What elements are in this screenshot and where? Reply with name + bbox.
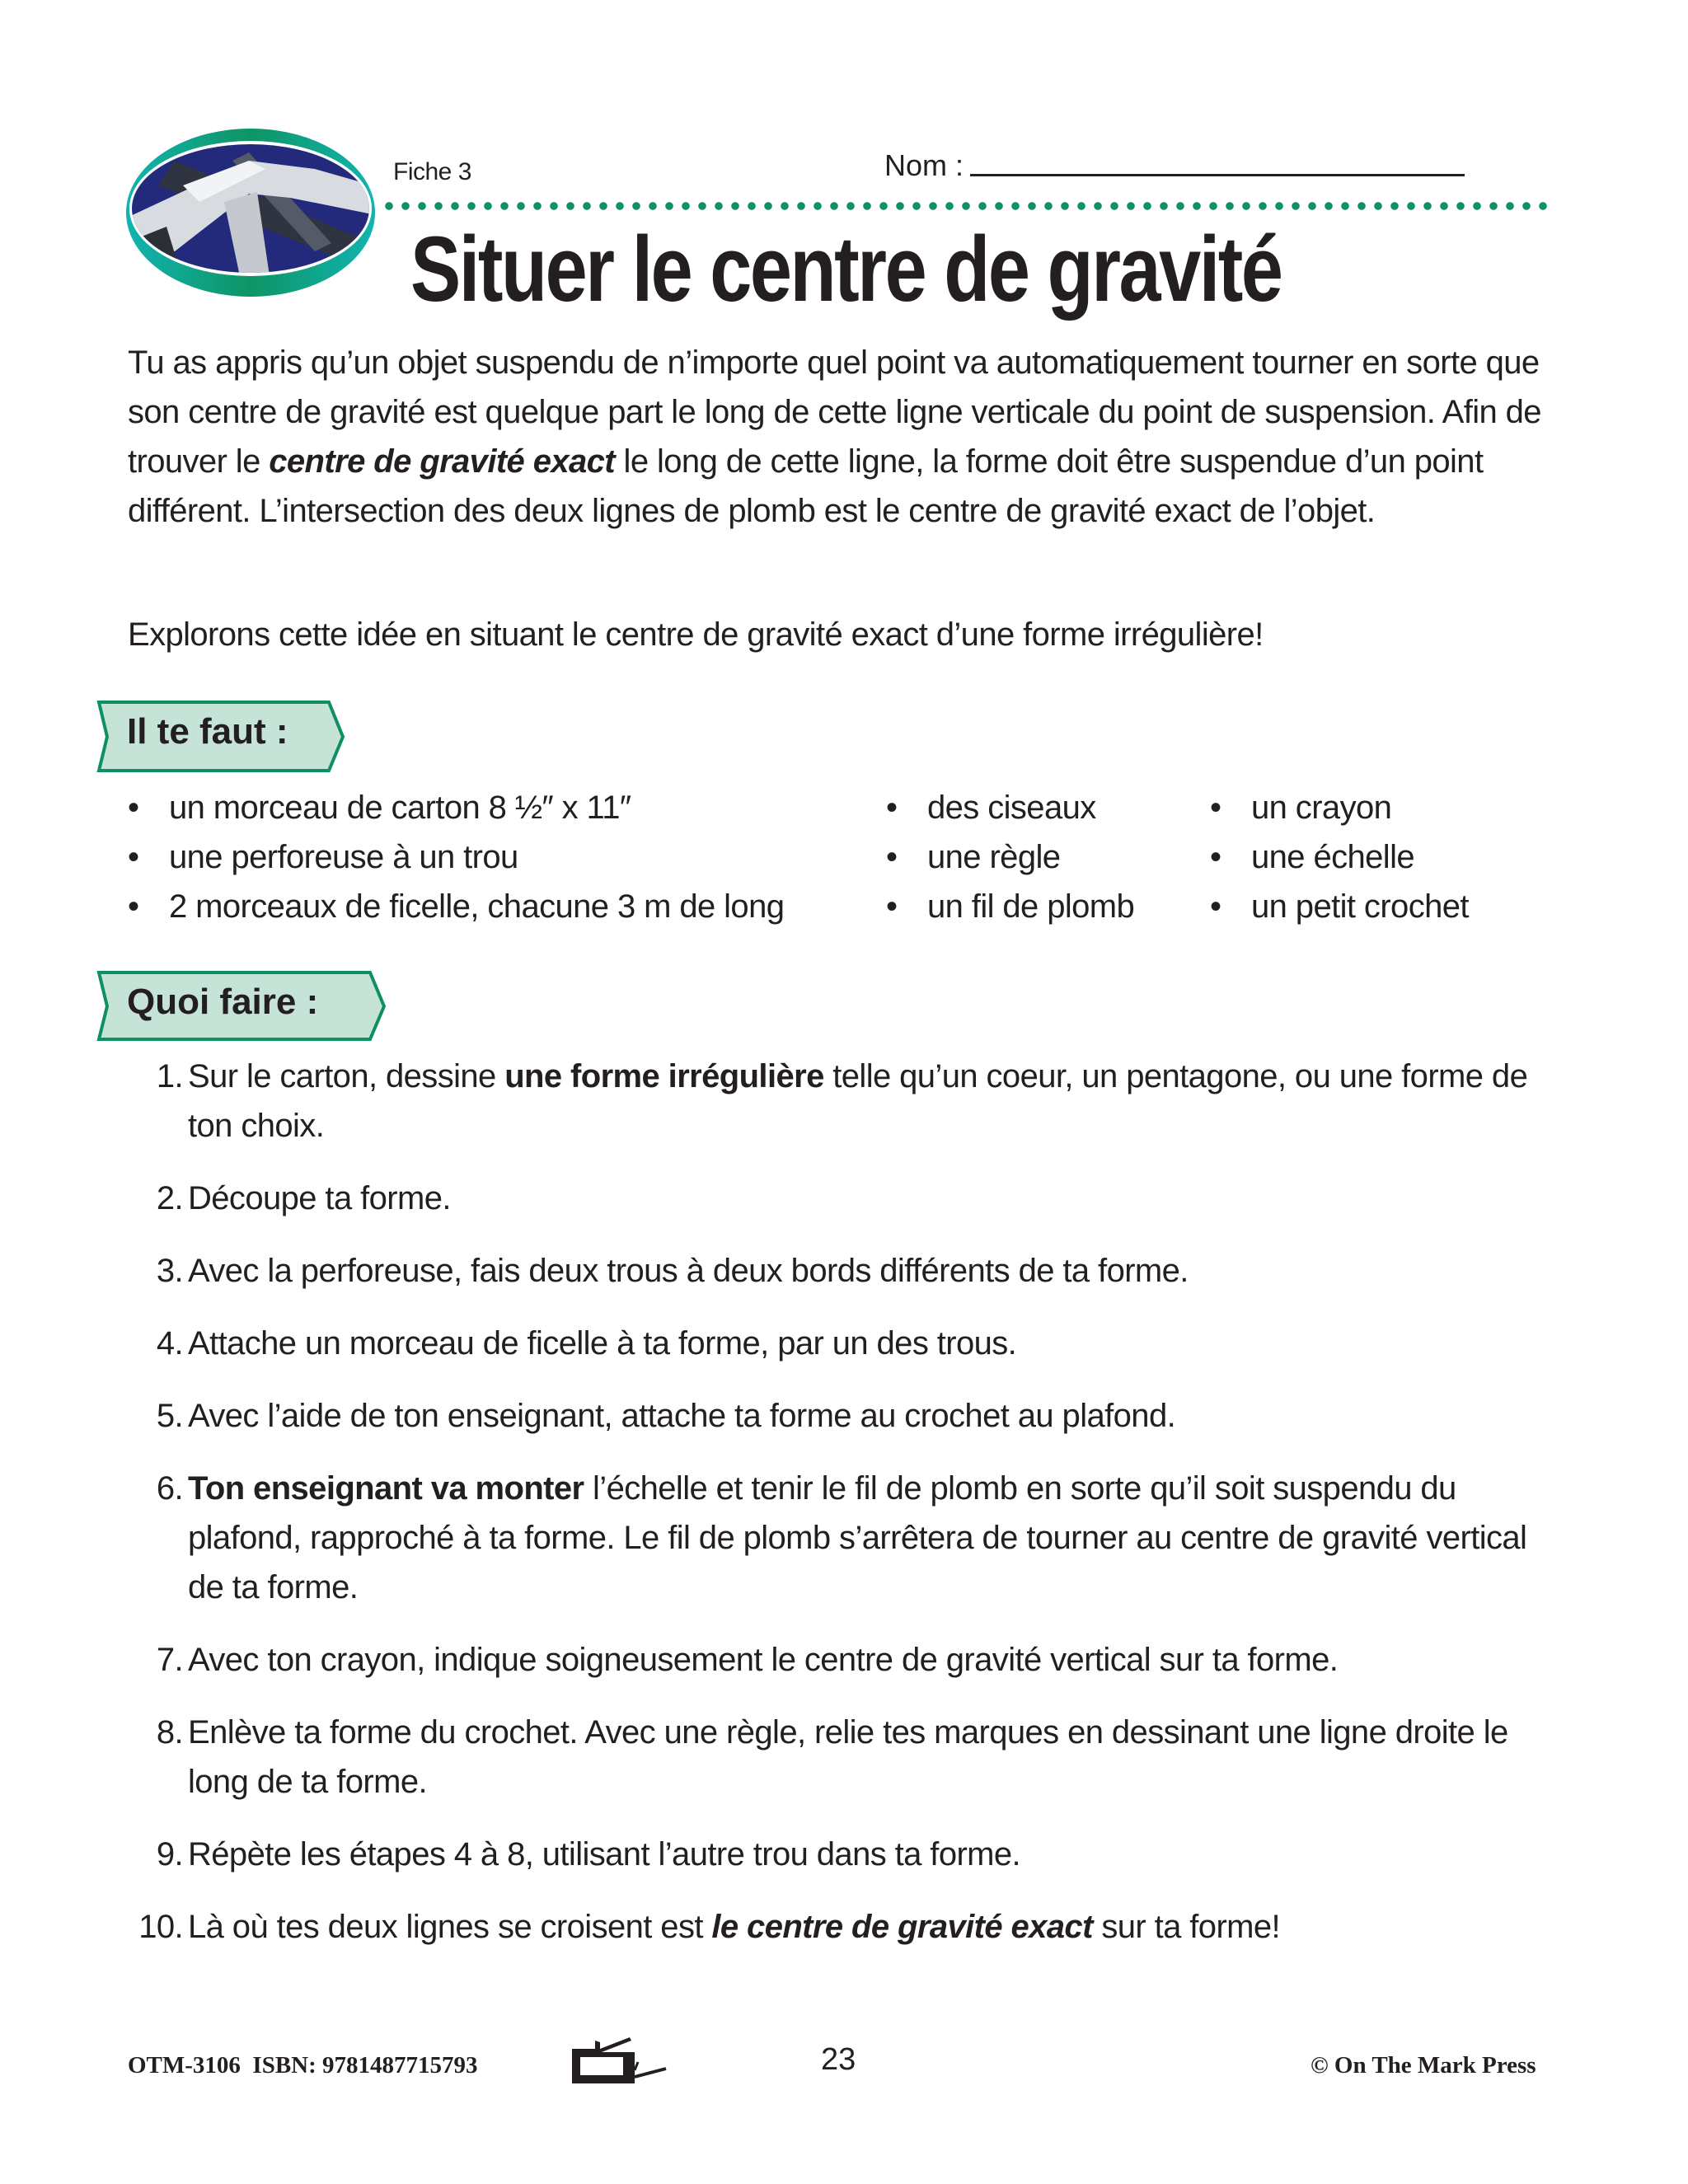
materials-column-3 bbox=[1210, 783, 1469, 931]
step-item bbox=[124, 1391, 1550, 1441]
step-number: 7. bbox=[156, 1642, 183, 1678]
step-text: Avec la perforeuse, fais deux trous à deux bords différents de ta forme. bbox=[188, 1253, 1189, 1289]
step-text: Avec ton crayon, indique soigneusement le centre de gravité vertical sur ta forme. bbox=[188, 1642, 1339, 1678]
step-text: Répète les étapes 4 à 8, utilisant l’autre trou dans ta forme. bbox=[188, 1836, 1021, 1872]
list-item bbox=[128, 783, 784, 832]
list-item bbox=[886, 832, 1134, 882]
bullet-icon: • bbox=[886, 888, 898, 925]
materials-heading: Il te faut : bbox=[127, 711, 288, 752]
step-text: Là où tes deux lignes se croisent est bbox=[188, 1909, 712, 1945]
step-text-continued: telle qu’un coeur, un pentagone, ou une forme de ton choix. bbox=[188, 1058, 1528, 1144]
materials-column-1 bbox=[128, 783, 784, 931]
page-title: Situer le centre de gravité bbox=[410, 218, 1282, 321]
step-text: Avec l’aide de ton enseignant, attache ta forme au crochet au plafond. bbox=[188, 1398, 1176, 1434]
procedure-heading: Quoi faire : bbox=[127, 982, 319, 1022]
bullet-icon: • bbox=[1210, 888, 1221, 925]
intro-text-continued: le long de cette ligne, la forme doit être suspendue d’un point différent. L’intersection des deux lignes de plomb est le centre de gravité exact de l’objet. bbox=[128, 443, 1484, 529]
step-item bbox=[124, 1319, 1550, 1368]
dotted-divider bbox=[381, 201, 1548, 211]
step-number: 8. bbox=[156, 1714, 183, 1750]
step-text: Sur le carton, dessine bbox=[188, 1058, 505, 1094]
bridge-truss-logo-icon bbox=[125, 128, 376, 298]
step-item bbox=[124, 1635, 1550, 1685]
step-number: 2. bbox=[156, 1180, 183, 1216]
step-bold-text: une forme irrégulière bbox=[504, 1058, 824, 1094]
step-emphasis: le centre de gravité exact bbox=[711, 1909, 1093, 1945]
name-blank-line[interactable] bbox=[970, 174, 1465, 176]
list-item bbox=[1210, 832, 1469, 882]
item-label: une perforeuse à un trou bbox=[169, 839, 518, 875]
item-label: une échelle bbox=[1251, 839, 1415, 875]
item-label: des ciseaux bbox=[927, 790, 1096, 826]
photocopier-icon bbox=[572, 2037, 669, 2087]
step-item bbox=[124, 1830, 1550, 1879]
step-number: 5. bbox=[156, 1398, 183, 1434]
step-text: Découpe ta forme. bbox=[188, 1180, 451, 1216]
bullet-icon: • bbox=[128, 888, 139, 925]
step-item bbox=[124, 1902, 1550, 1952]
step-item bbox=[124, 1708, 1550, 1807]
step-item bbox=[124, 1052, 1550, 1151]
list-item bbox=[128, 882, 784, 931]
step-bold-text: Ton enseignant va monter bbox=[188, 1470, 584, 1507]
page-number: 23 bbox=[821, 2042, 856, 2077]
step-number: 3. bbox=[156, 1253, 183, 1289]
step-number: 4. bbox=[156, 1325, 183, 1361]
intro-emphasis: centre de gravité exact bbox=[269, 443, 616, 480]
bullet-icon: • bbox=[128, 790, 139, 826]
name-label: Nom : bbox=[884, 148, 964, 182]
step-text-continued: l’échelle et tenir le fil de plomb en sorte qu’il soit suspendu du plafond, rapproché à ta forme. Le fil de plomb s’arrêtera de tourner au centre de gravité vertical de ta forme. bbox=[188, 1470, 1527, 1605]
bullet-icon: • bbox=[886, 839, 898, 875]
item-label: un crayon bbox=[1251, 790, 1392, 826]
item-label: un fil de plomb bbox=[927, 888, 1135, 925]
intro-paragraph bbox=[128, 338, 1545, 536]
item-label: un morceau de carton 8 ½″ x 11″ bbox=[169, 790, 631, 826]
step-item bbox=[124, 1174, 1550, 1223]
product-code-isbn: OTM-3106 ISBN: 9781487715793 bbox=[128, 2052, 478, 2079]
materials-heading-banner bbox=[96, 700, 345, 772]
procedure-heading-banner bbox=[96, 970, 384, 1041]
bullet-icon: • bbox=[1210, 790, 1221, 826]
step-item bbox=[124, 1246, 1550, 1296]
step-number: 9. bbox=[156, 1836, 183, 1872]
explore-paragraph: Explorons cette idée en situant le centre de gravité exact d’une forme irrégulière! bbox=[128, 616, 1264, 653]
copyright: © On The Mark Press bbox=[1311, 2052, 1536, 2079]
bullet-icon: • bbox=[128, 839, 139, 875]
list-item bbox=[1210, 783, 1469, 832]
list-item bbox=[128, 832, 784, 882]
item-label: une règle bbox=[927, 839, 1061, 875]
step-item bbox=[124, 1464, 1550, 1612]
step-text-continued: sur ta forme! bbox=[1092, 1909, 1281, 1945]
step-text: Enlève ta forme du crochet. Avec une règle, relie tes marques en dessinant une ligne droite le long de ta forme. bbox=[188, 1714, 1508, 1800]
step-text: Attache un morceau de ficelle à ta forme, par un des trous. bbox=[188, 1325, 1017, 1361]
list-item bbox=[886, 882, 1134, 931]
list-item bbox=[886, 783, 1134, 832]
step-number: 10. bbox=[138, 1909, 183, 1945]
name-field[interactable] bbox=[884, 148, 1465, 183]
intro-text: Tu as appris qu’un objet suspendu de n’importe quel point va automatiquement tourner en sorte que son centre de gravité est quelque part le long de cette ligne verticale du point de suspension. Afin de trouver le bbox=[128, 344, 1541, 480]
item-label: un petit crochet bbox=[1251, 888, 1469, 925]
procedure-steps bbox=[124, 1052, 1550, 1975]
item-label: 2 morceaux de ficelle, chacune 3 m de long bbox=[169, 888, 785, 925]
materials-column-2 bbox=[886, 783, 1134, 931]
step-number: 1. bbox=[156, 1058, 183, 1094]
bullet-icon: • bbox=[886, 790, 898, 826]
step-number: 6. bbox=[156, 1470, 183, 1507]
list-item bbox=[1210, 882, 1469, 931]
sheet-number: Fiche 3 bbox=[393, 158, 471, 185]
bullet-icon: • bbox=[1210, 839, 1221, 875]
